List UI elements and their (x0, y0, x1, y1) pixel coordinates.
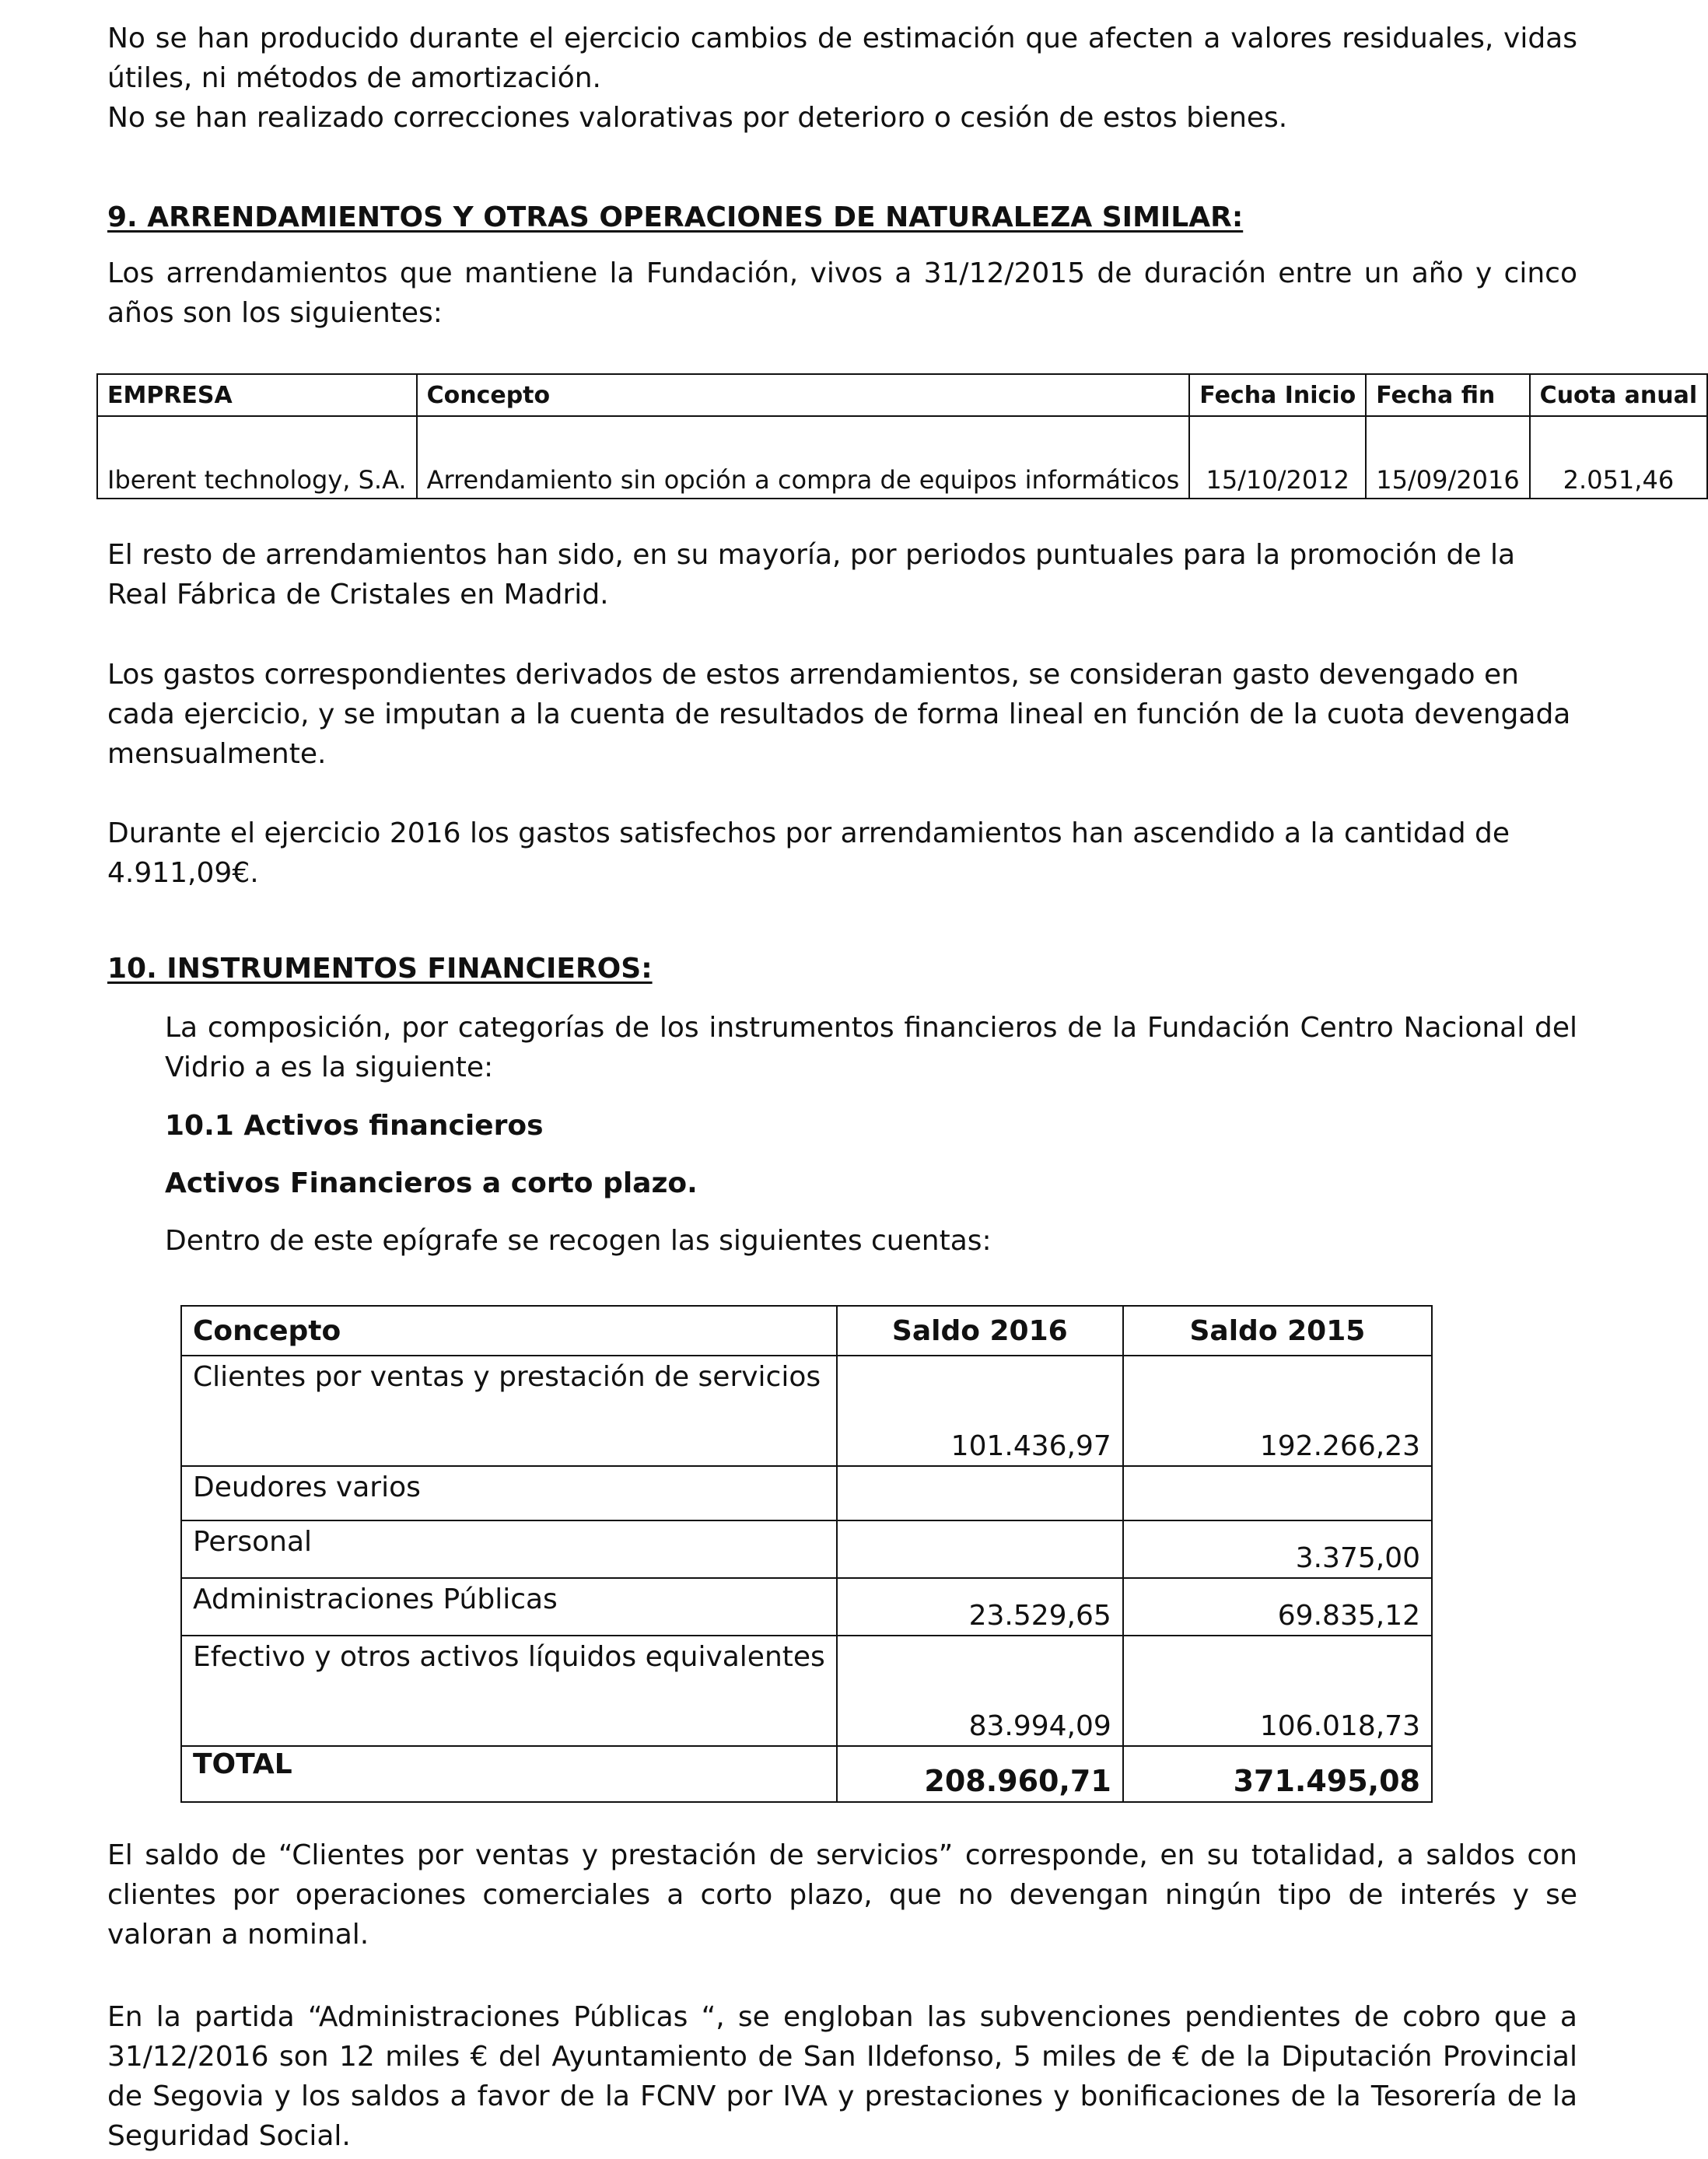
table-row (97, 416, 1707, 499)
section-10-paragraph-2: En la partida “Administraciones Públicas “, se engloban las subvenciones pendientes de cobro que a 31/12/2016 son 12 miles € del Ayuntamiento de San Ildefonso, 5 miles de € de la Diputación Provincial de Segovia y los saldos a favor de la FCNV por IVA y prestaciones y bonificaciones de la Tesorería de la Seguridad Social. (107, 2001, 1577, 2152)
assets-total-2016: 208.960,71 (837, 1746, 1123, 1802)
section-9-paragraph-2: Los gastos correspondientes derivados de estos arrendamientos, se consideran gasto devengado en cada ejercicio, y se imputan a la cuenta de resultados de forma lineal en función de la cuota devengada mensualmente. (107, 659, 1571, 770)
section-9-paragraph-1: El resto de arrendamientos han sido, en su mayoría, por periodos puntuales para la promoción de la Real Fábrica de Cristales en Madrid. (107, 539, 1516, 611)
table-row (181, 1578, 1432, 1636)
assets-total-2015: 371.495,08 (1123, 1746, 1432, 1802)
section-9-heading: 9. ARRENDAMIENTOS Y OTRAS OPERACIONES DE NATURALEZA SIMILAR: (107, 201, 1244, 233)
assets-row-label: Administraciones Públicas (181, 1578, 837, 1636)
assets-total-label: TOTAL (181, 1746, 837, 1802)
assets-col-saldo-2015: Saldo 2015 (1123, 1306, 1432, 1356)
lease-concepto-cell: Arrendamiento sin opción a compra de equipos informáticos (417, 416, 1190, 499)
assets-row-value-2016: 83.994,09 (837, 1636, 1123, 1746)
assets-row-value-2016: 101.436,97 (837, 1356, 1123, 1466)
assets-row-value-2016: 23.529,65 (837, 1578, 1123, 1636)
assets-row-label: Efectivo y otros activos líquidos equivalentes (181, 1636, 837, 1746)
financial-assets-table (180, 1305, 1433, 1803)
leases-col-fecha-inicio: Fecha Inicio (1189, 374, 1366, 416)
leases-table (96, 373, 1708, 499)
intro-paragraph: No se han producido durante el ejercicio cambios de estimación que afecten a valores residuales, vidas útiles, ni métodos de amortización. (107, 23, 1577, 94)
assets-row-value-2015 (1123, 1466, 1432, 1520)
assets-col-concepto: Concepto (181, 1306, 837, 1356)
lease-empresa-cell: Iberent technology, S.A. (97, 416, 417, 499)
assets-row-value-2016 (837, 1520, 1123, 1578)
assets-row-label: Deudores varios (181, 1466, 837, 1520)
lease-cuota-anual-cell: 2.051,46 (1530, 416, 1708, 499)
section-10-1-intro: Dentro de este epígrafe se recogen las siguientes cuentas: (165, 1225, 992, 1257)
assets-row-value-2015: 106.018,73 (1123, 1636, 1432, 1746)
leases-col-cuota-anual: Cuota anual (1530, 374, 1708, 416)
table-row (181, 1636, 1432, 1746)
table-row (181, 1466, 1432, 1520)
assets-row-value-2015: 192.266,23 (1123, 1356, 1432, 1466)
lease-fecha-fin-cell: 15/09/2016 (1366, 416, 1529, 499)
assets-total-row (181, 1746, 1432, 1802)
section-9-lead: Los arrendamientos que mantiene la Fundación, vivos a 31/12/2015 de duración entre un año y cinco años son los siguientes: (107, 257, 1577, 329)
section-10-lead: La composición, por categorías de los instrumentos financieros de la Fundación Centro Nacional del Vidrio a es la siguiente: (165, 1012, 1577, 1083)
assets-row-value-2016 (837, 1466, 1123, 1520)
intro-paragraph-2: No se han realizado correcciones valorativas por deterioro o cesión de estos bienes. (107, 102, 1288, 134)
section-10-heading: 10. INSTRUMENTOS FINANCIEROS: (107, 953, 653, 985)
section-10-paragraph-1: El saldo de “Clientes por ventas y prestación de servicios” corresponde, en su totalidad, a saldos con clientes por operaciones comerciales a corto plazo, que no devengan ningún tipo de interés y se valoran a nominal. (107, 1839, 1577, 1951)
leases-table-header-row (97, 374, 1707, 416)
table-row (181, 1356, 1432, 1466)
assets-row-label: Personal (181, 1520, 837, 1578)
leases-col-fecha-fin: Fecha fin (1366, 374, 1529, 416)
section-10-1-subheading: Activos Financieros a corto plazo. (165, 1167, 698, 1199)
section-9-paragraph-3: Durante el ejercicio 2016 los gastos satisfechos por arrendamientos han ascendido a la cantidad de 4.911,09€. (107, 817, 1510, 889)
table-row (181, 1520, 1432, 1578)
assets-col-saldo-2016: Saldo 2016 (837, 1306, 1123, 1356)
section-10-1-heading: 10.1 Activos financieros (165, 1110, 544, 1142)
leases-col-empresa: EMPRESA (97, 374, 417, 416)
assets-row-value-2015: 3.375,00 (1123, 1520, 1432, 1578)
assets-table-header-row (181, 1306, 1432, 1356)
assets-row-label: Clientes por ventas y prestación de servicios (181, 1356, 837, 1466)
assets-row-value-2015: 69.835,12 (1123, 1578, 1432, 1636)
lease-fecha-inicio-cell: 15/10/2012 (1189, 416, 1366, 499)
leases-col-concepto: Concepto (417, 374, 1190, 416)
